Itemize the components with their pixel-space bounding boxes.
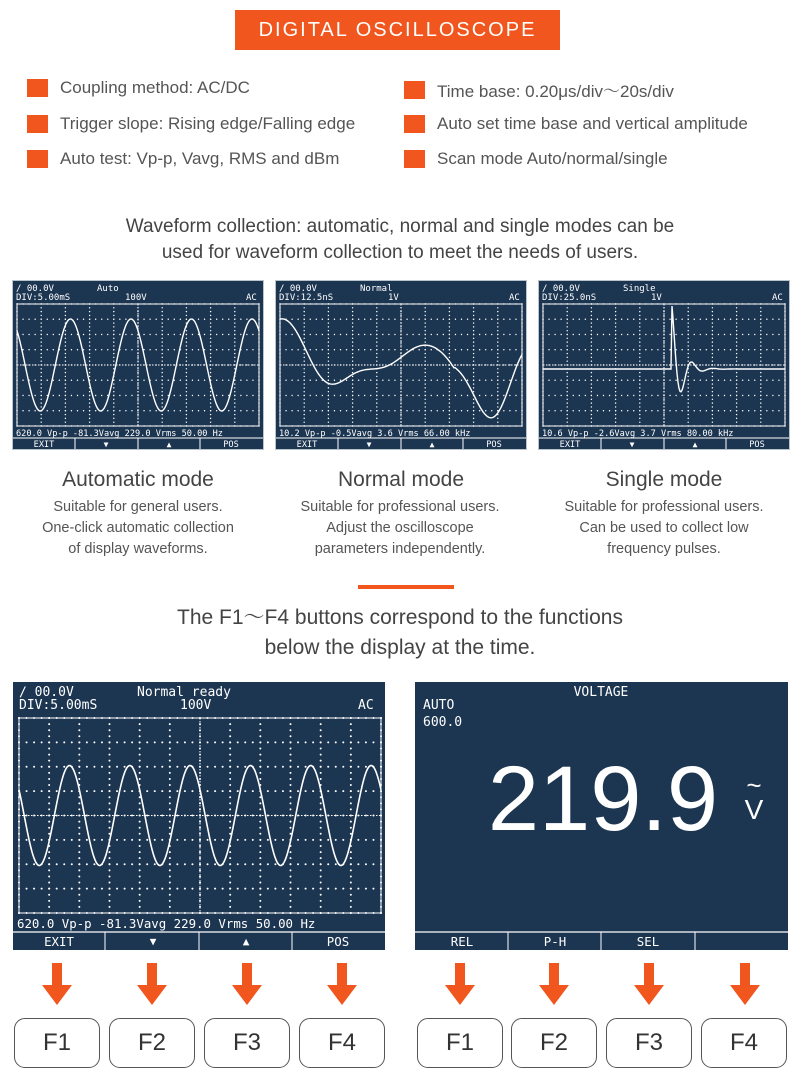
bullet-square-icon <box>27 115 48 133</box>
softkey-p-h: P-H <box>543 934 567 949</box>
range-value: 600.0 <box>423 715 463 730</box>
trigger-level: ∕ 00.0V <box>19 685 74 700</box>
softkey-exit: EXIT <box>33 440 55 449</box>
softkey-pos: POS <box>486 440 502 449</box>
feature-text: Auto test: Vp-p, Vavg, RMS and dBm <box>60 149 340 168</box>
mode-desc-line: One-click automatic collection <box>42 520 234 536</box>
softkey-down: ▼ <box>629 440 635 449</box>
page-title: DIGITAL OSCILLOSCOPE <box>235 10 560 50</box>
oscilloscope-screen-single <box>538 280 790 450</box>
softkey-up: ▲ <box>429 440 435 449</box>
feature-item <box>27 78 250 98</box>
mode-title: Normal mode <box>337 468 465 491</box>
voltmeter-title: VOLTAGE <box>573 685 629 700</box>
feature-item <box>404 77 674 102</box>
softkey-rel: REL <box>450 934 474 949</box>
mode-description <box>534 497 794 560</box>
softkey-up: ▲ <box>692 440 698 449</box>
softkey-sel: SEL <box>636 934 660 949</box>
acquire-mode: Normal <box>360 284 393 294</box>
intro-text <box>0 214 800 266</box>
acquire-mode: Single <box>623 284 656 294</box>
volt-scale: 100V <box>180 698 212 713</box>
feature-text: Scan mode Auto/normal/single <box>437 149 668 168</box>
feature-text: Coupling method: AC/DC <box>60 78 250 97</box>
oscilloscope-screen-large <box>13 682 385 950</box>
mode-title: Single mode <box>605 468 723 491</box>
volt-scale: 100V <box>125 293 147 303</box>
time-div: DIV:5.00mS <box>19 698 98 713</box>
mode-description <box>8 497 268 560</box>
bullet-square-icon <box>27 150 48 168</box>
mode-desc-line: Can be used to collect low <box>579 520 749 536</box>
mode-desc-line: Suitable for professional users. <box>564 499 764 515</box>
softkey-down: ▼ <box>366 440 372 449</box>
time-div: DIV:25.0nS <box>542 293 597 303</box>
mode-description <box>270 497 530 560</box>
range-mode: AUTO <box>423 698 455 713</box>
coupling-label: AC <box>246 293 257 303</box>
softkey-exit: EXIT <box>559 440 581 449</box>
coupling-label: AC <box>772 293 783 303</box>
section-divider <box>358 585 454 589</box>
f3-key[interactable]: F3 <box>204 1018 290 1068</box>
f1-key[interactable]: F1 <box>14 1018 100 1068</box>
measure-readout: 10.6 Vp-p -2.6Vavg 3.7 Vrms 80.00 kHz <box>542 429 734 439</box>
volt-scale: 1V <box>388 293 399 303</box>
f4-key[interactable]: F4 <box>701 1018 787 1068</box>
softkey-exit: EXIT <box>296 440 318 449</box>
arrow-down-icon <box>232 963 262 1005</box>
arrow-down-icon <box>634 963 664 1005</box>
mode-desc-line: parameters independently. <box>314 541 486 557</box>
feature-item <box>404 149 668 169</box>
scope-grid <box>16 303 259 426</box>
arrow-down-icon <box>445 963 475 1005</box>
coupling-label: AC <box>509 293 520 303</box>
f3-key[interactable]: F3 <box>606 1018 692 1068</box>
feature-text: Time base: 0.20μs/div〜20s/div <box>437 82 674 101</box>
oscilloscope-screen-normal <box>275 280 527 450</box>
mode-desc-line: Adjust the oscilloscope <box>326 520 474 536</box>
arrow-down-icon <box>730 963 760 1005</box>
time-div: DIV:12.5nS <box>279 293 334 303</box>
voltage-unit: V <box>744 794 764 825</box>
trigger-level: ∕ 00.0V <box>279 284 317 294</box>
bullet-square-icon <box>27 79 48 97</box>
intro-line: Waveform collection: automatic, normal and single modes can be <box>125 216 675 237</box>
coupling-label: AC <box>358 698 374 713</box>
oscilloscope-screen-auto <box>12 280 264 450</box>
time-div: DIV:5.00mS <box>16 293 71 303</box>
measure-readout: 620.0 Vp-p -81.3Vavg 229.0 Vrms 50.00 Hz <box>16 429 223 439</box>
softkey-up: ▲ <box>242 935 250 948</box>
feature-text: Auto set time base and vertical amplitude <box>437 114 748 133</box>
intro-line: used for waveform collection to meet the needs of users. <box>161 242 639 263</box>
mode-title: Automatic mode <box>62 468 214 491</box>
mode-desc-line: frequency pulses. <box>607 541 721 557</box>
arrow-down-icon <box>137 963 167 1005</box>
softkey-pos: POS <box>223 440 239 449</box>
f4-key[interactable]: F4 <box>299 1018 385 1068</box>
softkey-down: ▼ <box>149 935 157 948</box>
mode-desc-line: Suitable for professional users. <box>300 499 500 515</box>
ac-mark: ~ <box>746 770 762 800</box>
bullet-square-icon <box>404 150 425 168</box>
trigger-level: ∕ 00.0V <box>16 284 54 294</box>
acquire-status: Normal ready <box>137 685 231 700</box>
softkey-down: ▼ <box>103 440 109 449</box>
caption-line: The F1〜F4 buttons correspond to the functions <box>177 606 623 629</box>
bullet-square-icon <box>404 81 425 99</box>
arrow-down-icon <box>539 963 569 1005</box>
caption-line: below the display at the time. <box>264 636 536 659</box>
volt-scale: 1V <box>651 293 662 303</box>
scope-grid <box>18 717 382 914</box>
softkey-pos: POS <box>326 934 350 949</box>
function-keys-caption <box>0 603 800 663</box>
measure-readout: 10.2 Vp-p -0.5Vavg 3.6 Vrms 66.00 kHz <box>279 429 471 439</box>
arrow-down-icon <box>42 963 72 1005</box>
acquire-mode: Auto <box>97 284 119 294</box>
f2-key[interactable]: F2 <box>511 1018 597 1068</box>
f1-key[interactable]: F1 <box>417 1018 503 1068</box>
voltmeter-screen <box>415 682 788 950</box>
feature-item <box>404 114 748 134</box>
scope-grid <box>279 303 522 426</box>
arrow-down-icon <box>327 963 357 1005</box>
bullet-square-icon <box>404 115 425 133</box>
feature-item <box>27 114 355 134</box>
feature-text: Trigger slope: Rising edge/Falling edge <box>60 114 356 133</box>
softkey-up: ▲ <box>166 440 172 449</box>
f2-key[interactable]: F2 <box>109 1018 195 1068</box>
softkey-pos: POS <box>749 440 765 449</box>
measure-readout: 620.0 Vp-p -81.3Vavg 229.0 Vrms 50.00 Hz <box>17 916 316 931</box>
mode-desc-line: Suitable for general users. <box>53 499 223 515</box>
voltage-reading: 219.9 <box>487 748 719 850</box>
mode-desc-line: of display waveforms. <box>68 541 208 557</box>
feature-item <box>27 149 339 169</box>
scope-grid <box>542 303 785 426</box>
trigger-level: ∕ 00.0V <box>542 284 580 294</box>
softkey-exit: EXIT <box>44 934 74 949</box>
